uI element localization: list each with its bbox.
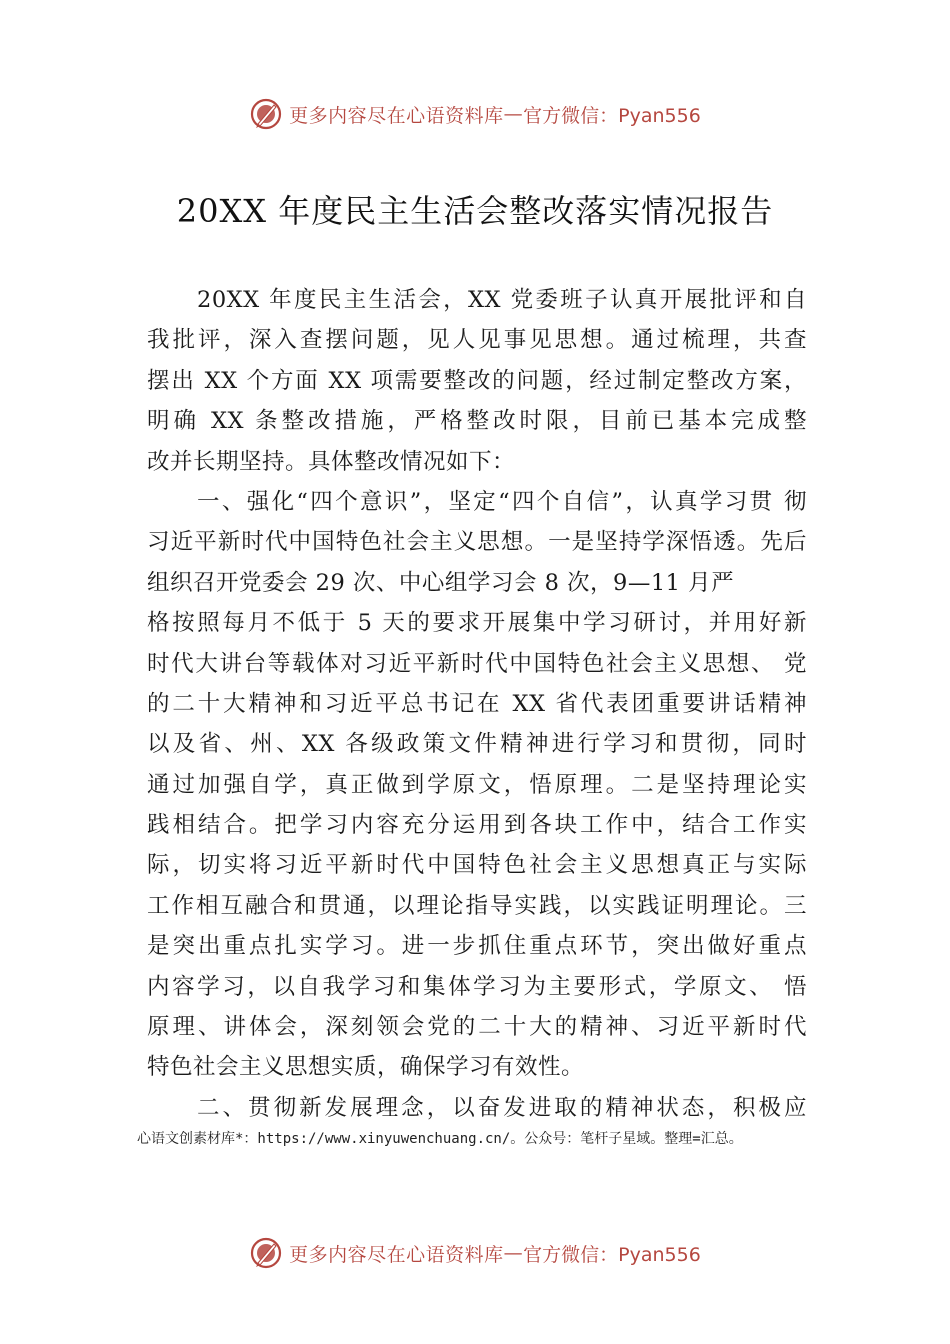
body-line: 格按照每月不低于 5 天的要求开展集中学习研讨，并用好新 xyxy=(147,610,807,637)
body-line: 以及省、州、XX 各级政策文件精神进行学习和贯彻，同时 xyxy=(147,731,807,758)
body-line: 原理、讲体会，深刻领会党的二十大的精神、习近平新时代 xyxy=(147,1014,807,1041)
body-line: 时代大讲台等载体对习近平新时代中国特色社会主义思想、 党 xyxy=(147,650,807,677)
body-line: 习近平新时代中国特色社会主义思想。一是坚持学深悟透。先后 xyxy=(147,529,807,556)
banner-contact: 官方微信：Pyan556 xyxy=(523,104,701,127)
body-line: 际，切实将习近平新时代中国特色社会主义思想真正与实际 xyxy=(147,852,807,879)
banner-dash: — xyxy=(503,1242,524,1264)
body-line: 内容学习，以自我学习和集体学习为主要形式，学原文、 悟 xyxy=(147,973,807,1000)
banner-dash: — xyxy=(503,103,524,125)
body-line: 通过加强自学，真正做到学原文，悟原理。二是坚持理论实 xyxy=(147,771,807,798)
body-line: 摆出 XX 个方面 XX 项需要整改的问题，经过制定整改方案， xyxy=(147,367,807,394)
body-line: 一、强化“四个意识”，坚定“四个自信”，认真学习贯 彻 xyxy=(197,488,807,515)
banner-contact: 官方微信：Pyan556 xyxy=(523,1243,701,1266)
body-line: 践相结合。把学习内容充分运用到各块工作中，结合工作实 xyxy=(147,812,807,839)
body-line: 二、贯彻新发展理念，以奋发进取的精神状态，积极应 xyxy=(197,1094,807,1121)
body-line: 工作相互融合和贯通，以理论指导实践，以实践证明理论。三 xyxy=(147,892,807,919)
document-title: 20XX 年度民主生活会整改落实情况报告 xyxy=(176,192,774,230)
body-line: 组织召开党委会 29 次、中心组学习会 8 次，9—11 月严 xyxy=(147,569,735,596)
body-line: 20XX 年度民主生活会，XX 党委班子认真开展批评和自 xyxy=(197,287,807,313)
banner-brand: 更多内容尽在心语资料库 xyxy=(289,104,504,127)
body-line: 明确 XX 条整改措施，严格整改时限，目前已基本完成整 xyxy=(147,408,807,435)
body-line: 的二十大精神和习近平总书记在 XX 省代表团重要讲话精神 xyxy=(147,690,807,717)
body-line: 我批评，深入查摆问题，见人见事见思想。通过梳理，共查 xyxy=(147,327,807,354)
body-line: 特色社会主义思想实质，确保学习有效性。 xyxy=(147,1054,585,1081)
body-line: 是突出重点扎实学习。进一步抓住重点环节，突出做好重点 xyxy=(147,933,807,960)
footer-banner xyxy=(0,1233,950,1273)
pen-logo-icon xyxy=(249,97,283,131)
banner-brand: 更多内容尽在心语资料库 xyxy=(289,1243,504,1266)
body-line: 改并长期坚持。具体整改情况如下： xyxy=(147,448,516,475)
source-footnote: 心语文创素材库*：https://www.xinyuwenchuang.cn/。公众号：笔杆子星域。整理=汇总。 xyxy=(137,1131,743,1147)
header-banner xyxy=(0,94,950,134)
pen-logo-icon xyxy=(249,1236,283,1270)
document-body xyxy=(147,280,807,1128)
